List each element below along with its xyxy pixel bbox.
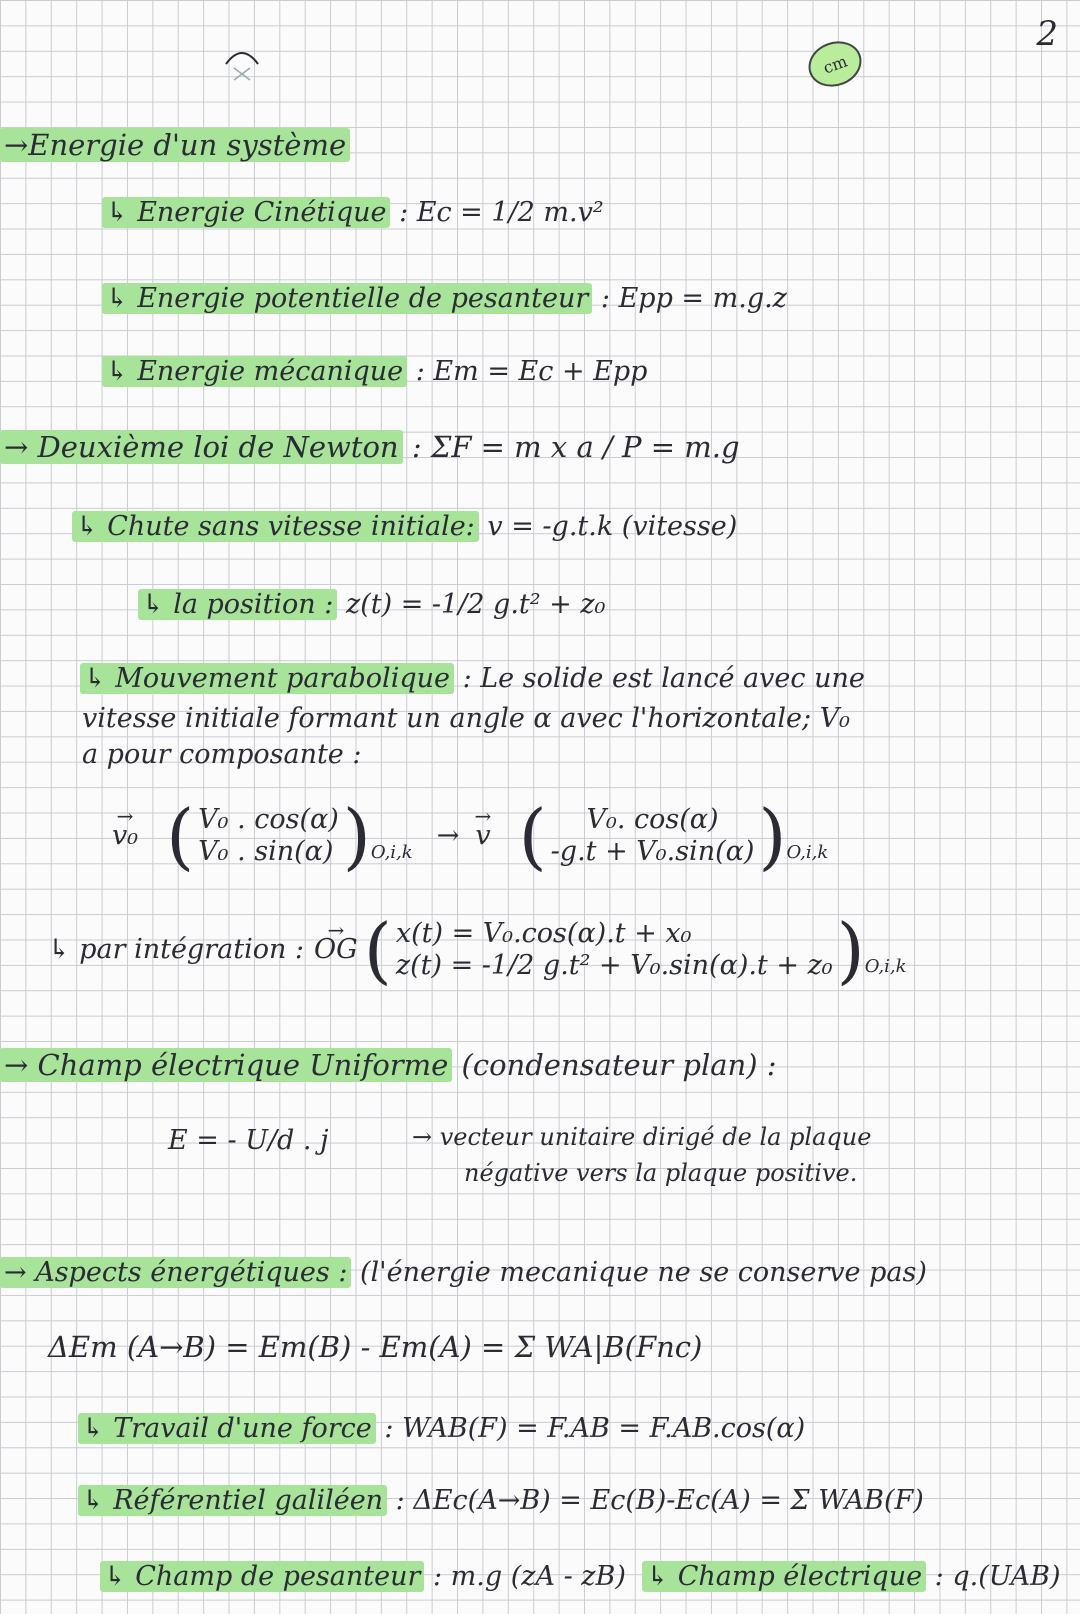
- v-component-x: V₀. cos(α): [586, 804, 719, 835]
- v0-component-z: V₀ . sin(α): [198, 836, 334, 867]
- mechanical-energy-label: ↳ Energie mécanique: [102, 356, 407, 387]
- newton-section-title: → Deuxième loi de Newton: [0, 430, 403, 464]
- mechanical-energy-formula: : Em = Ec + Epp: [415, 356, 648, 387]
- parabolic-text-2: vitesse initiale formant un angle α avec l'horizontale; V₀: [82, 703, 850, 734]
- v-component-z: -g.t + V₀.sin(α): [550, 836, 755, 867]
- field-formula: E = - U/d . j: [168, 1125, 329, 1156]
- brand-stamp-text: cm: [820, 50, 850, 78]
- eraser-sketch-icon: [222, 42, 262, 82]
- parabolic-text-1: : Le solide est lancé avec une: [462, 663, 865, 694]
- work-label: ↳ Travail d'une force: [78, 1413, 376, 1444]
- electric-field-formula: : q.(UAB): [934, 1561, 1061, 1592]
- v-basis: O,i,k: [786, 842, 829, 863]
- v0-vector-label: → v₀: [112, 819, 138, 853]
- transform-arrow: →: [436, 820, 460, 851]
- electric-field-label: ↳ Champ électrique: [642, 1561, 926, 1592]
- parabolic-text-3: a pour composante :: [82, 739, 362, 770]
- potential-energy-formula: : Epp = m.g.z: [600, 283, 787, 314]
- integration-label: ↳ par intégration :: [48, 934, 305, 965]
- v0-component-x: V₀ . cos(α): [198, 804, 339, 835]
- v0-basis: O,i,k: [370, 842, 413, 863]
- energy-section-title: →Energie d'un système: [0, 128, 350, 162]
- brand-stamp: [802, 34, 868, 94]
- field-section-title: → Champ électrique Uniforme: [0, 1048, 452, 1082]
- v-vector-label: → v: [475, 819, 490, 853]
- galilean-formula: : ΔEc(A→B) = Ec(B)-Ec(A) = Σ WAB(F): [395, 1485, 924, 1516]
- position-label: ↳ la position :: [138, 589, 337, 620]
- og-component-x: x(t) = V₀.cos(α).t + x₀: [395, 918, 692, 949]
- newton-sum-formula: : ΣF = m x a: [411, 430, 594, 464]
- free-fall-formula: v = -g.t.k (vitesse): [487, 511, 738, 542]
- newton-weight-formula: / P = m.g: [602, 430, 740, 464]
- aspects-section-note: (l'énergie mecanique ne se conserve pas): [360, 1257, 927, 1288]
- kinetic-energy-label: ↳ Energie Cinétique: [102, 197, 390, 228]
- gravity-field-formula: : m.g (zA - zB): [433, 1561, 626, 1592]
- parabolic-label: ↳ Mouvement parabolique: [80, 663, 454, 694]
- gravity-field-label: ↳ Champ de pesanteur: [100, 1561, 424, 1592]
- delta-em-formula: ΔEm (A→B) = Em(B) - Em(A) = Σ WA|B(Fnc): [48, 1330, 703, 1364]
- free-fall-label: ↳ Chute sans vitesse initiale:: [72, 511, 479, 542]
- aspects-section-title: → Aspects énergétiques :: [0, 1257, 351, 1288]
- kinetic-energy-formula: : Ec = 1/2 m.v²: [399, 197, 604, 228]
- field-section-note: (condensateur plan) :: [461, 1048, 777, 1082]
- og-basis: O,i,k: [864, 956, 907, 977]
- work-formula: : WAB(F) = F.AB = F.AB.cos(α): [384, 1413, 806, 1444]
- position-formula: z(t) = -1/2 g.t² + z₀: [345, 589, 606, 620]
- field-description-1: → vecteur unitaire dirigé de la plaque: [412, 1123, 872, 1151]
- galilean-label: ↳ Référentiel galiléen: [78, 1485, 387, 1516]
- og-vector-label: → OG: [314, 933, 358, 967]
- page-number: 2: [1036, 14, 1058, 54]
- field-description-2: négative vers la plaque positive.: [464, 1159, 858, 1187]
- potential-energy-label: ↳ Energie potentielle de pesanteur: [102, 283, 592, 314]
- og-component-z: z(t) = -1/2 g.t² + V₀.sin(α).t + z₀: [395, 950, 833, 981]
